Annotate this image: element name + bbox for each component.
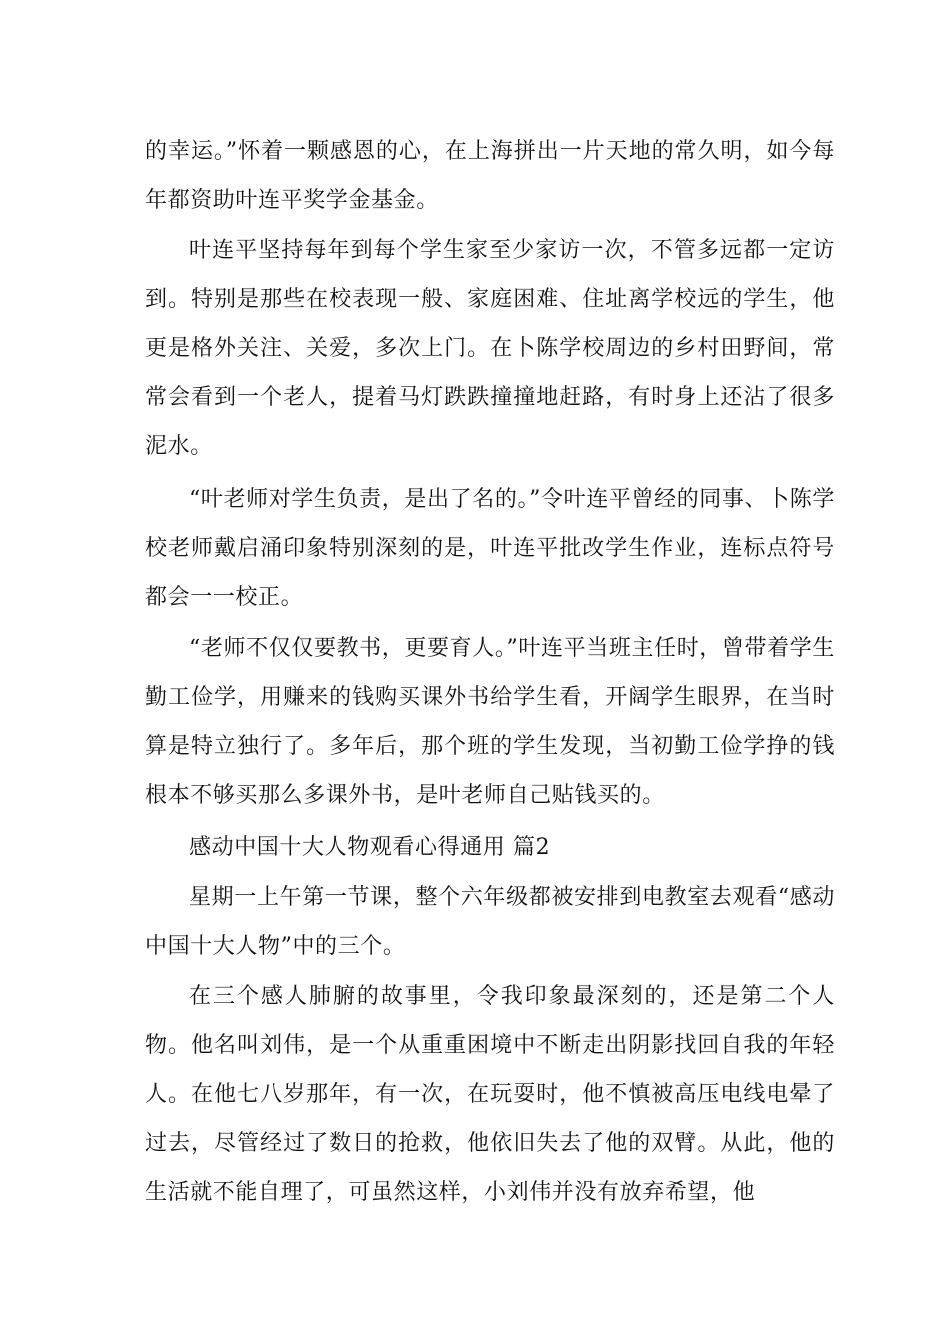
paragraph-continuation: 的幸运。”怀着一颗感恩的心，在上海拼出一片天地的常久明，如今每年都资助叶连平奖学金基金。 [145, 139, 835, 213]
section-heading: 感动中国十大人物观看心得通用 篇2 [189, 835, 551, 860]
paragraph-responsibility: “叶老师对学生负责，是出了名的。”令叶连平曾经的同事、卜陈学校老师戴启涌印象特别深刻的是，叶连平批改学生作业，连标点符号都会一一校正。 [145, 487, 835, 610]
paragraph-liu-wei: 在三个感人肺腑的故事里，令我印象最深刻的，还是第二个人物。他名叫刘伟，是一个从重重困境中不断走出阴影找回自我的年轻人。在他七八岁那年，有一次，在玩耍时，他不慎被高压电线电晕了过去，尽管经过了数日的抢救，他依旧失去了他的双臂。从此，他的生活就不能自理了，可虽然这样，小刘伟并没有放弃希望，他 [145, 984, 835, 1205]
paragraph-home-visits: 叶连平坚持每年到每个学生家至少家访一次，不管多远都一定访到。特别是那些在校表现一般、家庭困难、住址离学校远的学生，他更是格外关注、关爱，多次上门。在卜陈学校周边的乡村田野间，常常会看到一个老人，提着马灯跌跌撞撞地赶路，有时身上还沾了很多泥水。 [145, 238, 835, 459]
paragraph-monday-class: 星期一上午第一节课，整个六年级都被安排到电教室去观看“感动中国十大人物”中的三个。 [145, 885, 835, 959]
paragraph-educating: “老师不仅仅要教书，更要育人。”叶连平当班主任时，曾带着学生勤工俭学，用赚来的钱购买课外书给学生看，开阔学生眼界，在当时算是特立独行了。多年后，那个班的学生发现，当初勤工俭学挣的钱根本不够买那么多课外书，是叶老师自己贴钱买的。 [145, 636, 835, 808]
